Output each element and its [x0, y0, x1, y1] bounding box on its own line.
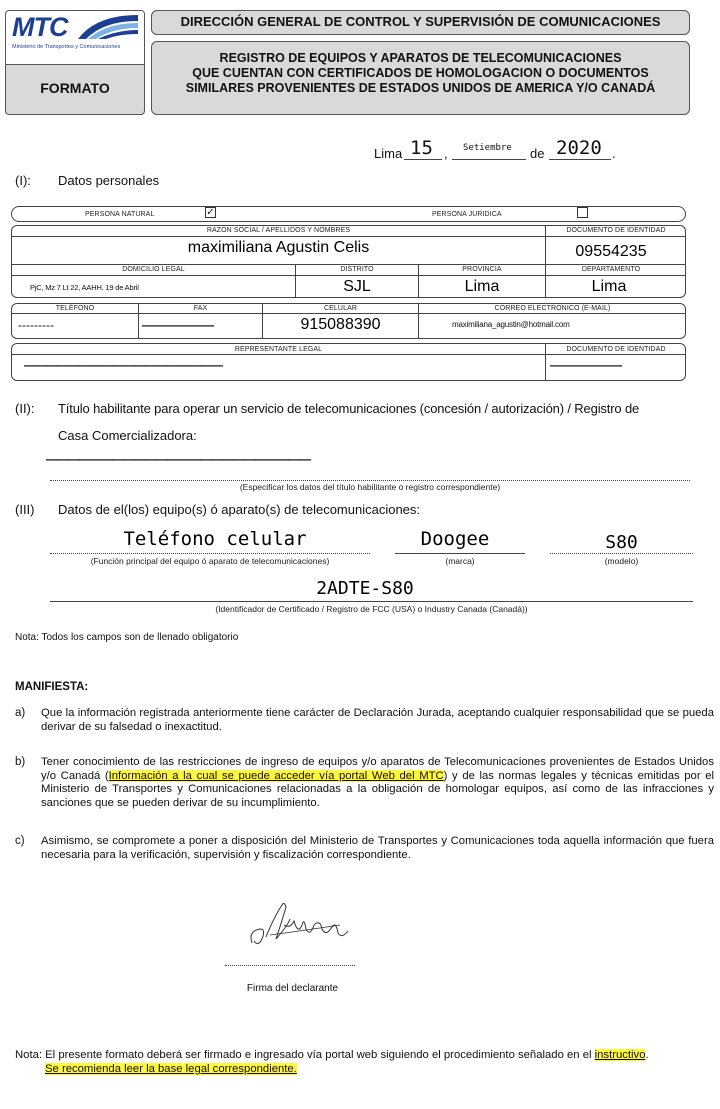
section1-number: (I): — [15, 173, 31, 188]
persona-juridica-label: PERSONA JURIDICA — [432, 211, 502, 218]
razon-label-line — [12, 236, 685, 237]
funcion-value[interactable]: Teléfono celular — [123, 528, 307, 550]
telefono-label: TELÉFONO — [55, 305, 95, 312]
telefono-value[interactable]: --------- — [18, 318, 54, 332]
doc-rep-label: DOCUMENTO DE IDENTIDAD — [566, 346, 666, 353]
section3-title: Datos de el(los) equipo(s) ó aparato(s) de telecomunicaciones: — [58, 502, 421, 517]
section2-line — [50, 480, 690, 481]
identificador-value[interactable]: 2ADTE-S80 — [316, 578, 414, 599]
logo-subtitle: Ministerio de Transportes y Comunicaciones — [12, 44, 121, 50]
date-de: de — [530, 146, 545, 161]
top-title: DIRECCIÓN GENERAL DE CONTROL Y SUPERVISIÓN DE COMUNICACIONES — [180, 14, 661, 29]
modelo-line — [550, 553, 693, 554]
razon-social-label: RAZÓN SOCIAL / APELLIDOS Y NOMBRES — [206, 227, 351, 234]
item-c-text: Asimismo, se compromete a poner a disposición del Ministerio de Transportes y Comunicaciones toda aquella información que fuera necesaria para la verificación, supervisión y fiscalización correspondiente. — [41, 835, 714, 861]
razon-social-value[interactable]: maximiliana Agustin Celis — [187, 239, 370, 256]
identificador-line — [50, 601, 693, 602]
persona-natural-checkbox[interactable]: ✓ — [206, 207, 215, 218]
domicilio-label-line — [12, 275, 685, 276]
modelo-value[interactable]: S80 — [605, 532, 638, 553]
representante-value[interactable]: —————————————————— — [24, 358, 222, 372]
email-label: CORREO ELECTRÓNICO (E-MAIL) — [494, 305, 611, 312]
section2-text-line2: Casa Comercializadora: — [58, 428, 197, 443]
section2-value[interactable]: ———————————————————————— — [46, 452, 310, 466]
contact-label-line — [12, 313, 685, 314]
signature-line — [225, 965, 355, 966]
item-b-label: b) — [15, 756, 26, 768]
doc-identidad-label: DOCUMENTO DE IDENTIDAD — [566, 227, 666, 234]
logo-text: MTC — [12, 12, 68, 42]
top-title-box — [151, 10, 690, 35]
marca-value[interactable]: Doogee — [420, 528, 490, 550]
persona-natural-label: PERSONA NATURAL — [85, 211, 155, 218]
celular-label: CELULAR — [324, 305, 357, 312]
persona-juridica-checkbox[interactable] — [577, 207, 588, 218]
distrito-label: DISTRITO — [340, 266, 374, 273]
section2-text-line1: Título habilitante para operar un servicio de telecomunicaciones (concesión / autorización) / Registro de — [58, 401, 640, 416]
main-title-line3: SIMILARES PROVENIENTES DE ESTADOS UNIDOS DE AMERICA Y/O CANADÁ — [185, 81, 656, 95]
domicilio-value[interactable]: PjC, Mz 7 Lt 22, AAHH. 19 de Abril — [30, 283, 139, 292]
doc-identidad-value[interactable]: 09554235 — [575, 243, 647, 260]
doc-rep-value[interactable]: —————— — [550, 358, 622, 372]
marca-caption: (marca) — [445, 556, 475, 566]
modelo-caption: (modelo) — [604, 556, 639, 566]
main-title-line1: REGISTRO DE EQUIPOS Y APARATOS DE TELECOMUNICACIONES — [219, 51, 622, 65]
logo-wing-icon — [76, 13, 140, 41]
signature-label: Firma del declarante — [246, 983, 339, 994]
main-title-box — [151, 41, 690, 115]
signature-image — [240, 895, 360, 960]
identificador-caption: (Identificador de Certificado / Registro de FCC (USA) o Industry Canada (Canadá)) — [215, 604, 528, 614]
date-period: . — [612, 146, 616, 161]
item-b-text-2: ) y de las normas legales y técnicas emitidas por el Ministerio de Transportes y Comunicaciones relacionadas a la obligación de homologar equipos, así como de las infracciones y sanciones que se pueden derivar de su incumplimiento. — [41, 769, 714, 809]
mtc-portal-link[interactable]: Información a la cual se puede acceder vía portal Web del MTC — [108, 769, 444, 782]
footer-note — [15, 1048, 715, 1076]
section1-title: Datos personales — [58, 173, 160, 188]
funcion-caption: (Función principal del equipo ó aparato de telecomunicaciones) — [90, 556, 330, 566]
representante-label: REPRESENTANTE LEGAL — [234, 346, 323, 353]
formato-box — [5, 64, 145, 115]
fax-label: FAX — [193, 305, 208, 312]
distrito-value[interactable]: SJL — [343, 278, 371, 295]
date-month: Setiembre — [463, 143, 512, 153]
footer-text-1: Nota: El presente formato deberá ser firmado e ingresado vía portal web siguiendo el procedimiento señalado en el — [15, 1049, 595, 1061]
section2-caption: (Especificar los datos del título habilitante o registro correspondiente) — [239, 482, 501, 492]
formato-label: FORMATO — [40, 80, 110, 96]
note-required: Nota: Todos los campos son de llenado obligatorio — [15, 632, 239, 643]
provincia-label: PROVINCIA — [462, 266, 502, 273]
item-a-label: a) — [15, 707, 26, 719]
celular-value[interactable]: 915088390 — [300, 316, 381, 333]
date-month-line — [452, 159, 526, 160]
instructivo-link[interactable]: instructivo — [594, 1049, 646, 1061]
base-legal-link[interactable]: Se recomienda leer la base legal correspondiente. — [45, 1063, 297, 1075]
identity-divider — [12, 264, 685, 265]
date-comma: , — [444, 146, 448, 161]
date-day-line — [404, 159, 442, 160]
item-a-text: Que la información registrada anteriormente tiene carácter de Declaración Jurada, aceptando cualquier responsabilidad que se pueda derivar de su falsedad o inexactitud. — [41, 707, 714, 733]
departamento-value[interactable]: Lima — [591, 278, 627, 295]
footer-text-2: . — [645, 1049, 649, 1061]
email-value[interactable]: maximiliana_agustin@hotmail.com — [452, 320, 570, 329]
item-b-text — [41, 756, 714, 810]
fax-value[interactable]: —————— — [142, 318, 214, 332]
date-year: 2020 — [556, 137, 602, 159]
date-day: 15 — [410, 137, 433, 159]
main-title-line2: QUE CUENTAN CON CERTIFICADOS DE HOMOLOGACION O DOCUMENTOS — [192, 66, 649, 80]
date-year-line — [549, 159, 611, 160]
section2-number: (II): — [15, 401, 35, 416]
representante-label-line — [12, 354, 685, 355]
domicilio-label: DOMICILIO LEGAL — [122, 266, 185, 273]
section3-number: (III) — [15, 502, 35, 517]
item-b-text-1: Tener conocimiento de las restricciones de ingreso de equipos y/o aparatos de Telecomunicaciones provenientes de Estados Unidos y/o Canadá ( — [41, 756, 714, 782]
item-c-label: c) — [15, 835, 25, 847]
marca-line — [395, 553, 525, 554]
mtc-logo — [10, 12, 142, 56]
provincia-value[interactable]: Lima — [464, 278, 500, 295]
date-city: Lima — [374, 146, 403, 161]
manifiesta-title: MANIFIESTA: — [15, 681, 89, 693]
funcion-line — [50, 553, 370, 554]
departamento-label: DEPARTAMENTO — [581, 266, 641, 273]
